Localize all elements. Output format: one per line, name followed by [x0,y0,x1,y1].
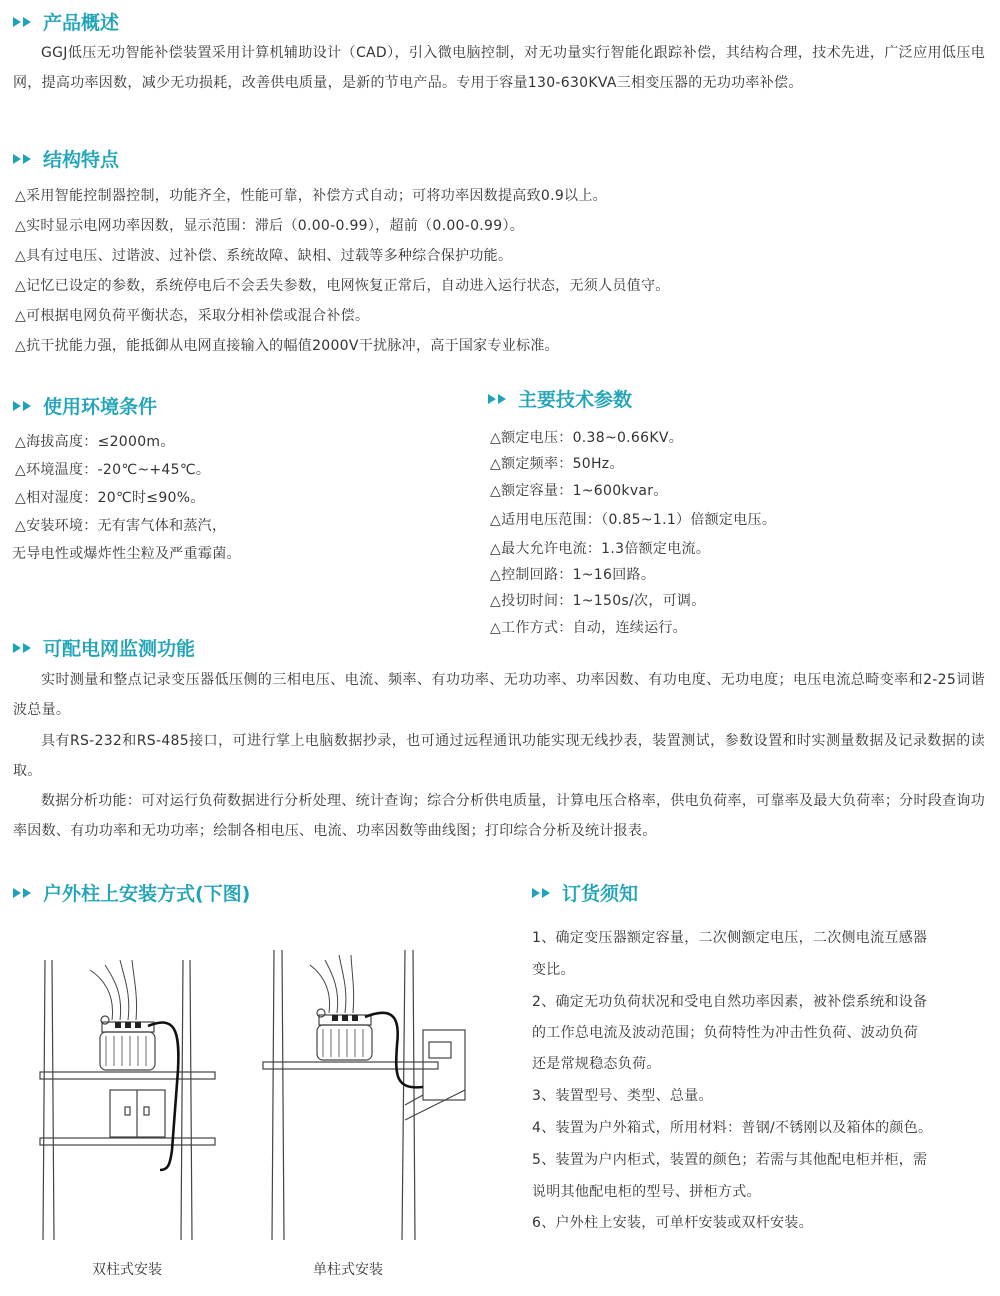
caption-double-pole: 双柱式安装 [92,1262,162,1278]
double-pole-installation-illustration [30,950,240,1240]
overview-paragraph: GGJ低压无功智能补偿装置采用计算机辅助设计（CAD），引入微电脑控制，对无功量实行智能化跟踪补偿，其结构合理，技术先进，广泛应用低压电网，提高功率因数，减少无功损耗，改善供电质量，是新的节电产品。专用于容量130-630KVA三相变压器的无功功率补偿。 [13,45,985,91]
section-heading-install [13,879,250,906]
heading-text: 使用环境条件 [43,396,158,418]
feature-item: △记忆已设定的参数，系统停电后不会丢失参数，电网恢复正常后，自动进入运行状态，无须人员值守。 [15,278,670,294]
order-line: 2、确定无功负荷状况和受电自然功率因素，被补偿系统和设备 [532,994,928,1010]
section-heading-monitoring [13,634,195,661]
monitoring-paragraph: 具有RS-232和RS-485接口，可进行掌上电脑数据抄录，也可通过远程通讯功能实现无线抄表，装置测试，参数设置和时实测量数据及记录数据的读取。 [13,733,985,779]
order-line: 说明其他配电柜的型号、拼柜方式。 [532,1184,761,1200]
monitoring-paragraph: 数据分析功能：可对运行负荷数据进行分析处理、统计查询；综合分析供电质量，计算电压合格率，供电负荷率，可靠率及最大负荷率；分时段查询功率因数、有功功率和无功功率；绘制各相电压、电流、功率因数等曲线图；打印综合分析及统计报表。 [13,793,985,839]
heading-text: 户外柱上安装方式(下图) [43,883,251,905]
double-arrow-icon [13,888,33,898]
section-heading-features [13,145,119,172]
double-arrow-icon [13,154,33,164]
order-line: 5、装置为户内柜式，装置的颜色；若需与其他配电柜并柜，需 [532,1152,928,1168]
spec-item: △工作方式：自动，连续运行。 [490,620,687,636]
feature-item: △具有过电压、过谐波、过补偿、系统故障、缺相、过载等多种综合保护功能。 [15,248,513,264]
feature-item: △实时显示电网功率因数，显示范围：滞后（0.00-0.99），超前（0.00-0.99）。 [15,218,525,234]
section-heading-order [532,879,638,906]
order-line: 的工作总电流及波动范围；负荷特性为冲击性负荷、波动负荷 [532,1025,919,1041]
section-heading-overview [13,8,119,35]
section-heading-specs [488,385,632,412]
environment-item: △海拔高度：≤2000m。 [15,434,175,450]
monitoring-paragraph: 实时测量和整点记录变压器低压侧的三相电压、电流、频率、有功功率、无功功率、功率因数、有功电度、无功电度；电压电流总畸变率和2-25词谐波总量。 [13,672,985,718]
order-line: 4、装置为户外箱式，所用材料：普钢/不锈刚以及箱体的颜色。 [532,1120,933,1136]
double-arrow-icon [488,394,508,404]
spec-item: △适用电压范围：（0.85~1.1）倍额定电压。 [490,512,777,528]
heading-text: 结构特点 [43,149,120,171]
section-heading-environment [13,392,157,419]
heading-text: 产品概述 [43,12,120,34]
single-pole-installation-illustration [255,945,485,1245]
order-line: 还是常规稳态负荷。 [532,1056,661,1072]
heading-text: 可配电网监测功能 [43,638,196,660]
heading-text: 主要技术参数 [518,389,633,411]
double-arrow-icon [13,643,33,653]
double-arrow-icon [13,401,33,411]
order-line: 3、装置型号、类型、总量。 [532,1088,713,1104]
spec-item: △投切时间：1~150s/次，可调。 [490,593,706,609]
environment-item: 无导电性或爆炸性尘粒及严重霉菌。 [12,546,241,562]
environment-item: △安装环境：无有害气体和蒸汽， [15,518,227,534]
spec-item: △额定电压：0.38~0.66KV。 [490,430,683,446]
caption-single-pole: 单柱式安装 [313,1262,383,1278]
spec-item: △最大允许电流：1.3倍额定电流。 [490,541,711,557]
order-line: 变比。 [532,962,575,978]
double-arrow-icon [532,888,552,898]
environment-item: △相对湿度：20℃时≤90%。 [15,490,205,506]
feature-item: △抗干扰能力强，能抵御从电网直接输入的幅值2000V干扰脉冲，高于国家专业标准。 [15,338,559,354]
spec-item: △额定频率：50Hz。 [490,456,624,472]
spec-item: △控制回路：1~16回路。 [490,567,656,583]
order-line: 1、确定变压器额定容量，二次侧额定电压，二次侧电流互感器 [532,930,928,946]
double-arrow-icon [13,17,33,27]
spec-item: △额定容量：1~600kvar。 [490,483,668,499]
feature-item: △采用智能控制器控制，功能齐全，性能可靠，补偿方式自动；可将功率因数提高致0.9以上。 [15,188,607,204]
feature-item: △可根据电网负荷平衡状态，采取分相补偿或混合补偿。 [15,308,370,324]
environment-item: △环境温度：-20℃~+45℃。 [15,462,211,478]
heading-text: 订货须知 [562,883,639,905]
order-line: 6、户外柱上安装，可单杆安装或双杆安装。 [532,1215,813,1231]
